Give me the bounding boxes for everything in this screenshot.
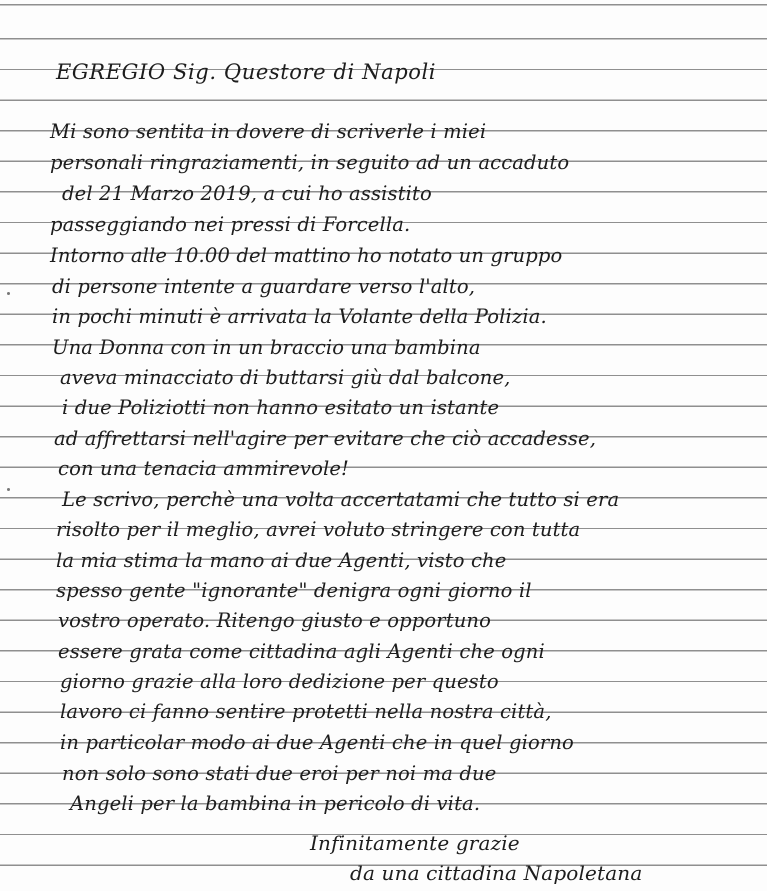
letter-line: aveva minacciato di buttarsi giù dal balcone,	[60, 366, 511, 389]
letter-line: del 21 Marzo 2019, a cui ho assistito	[62, 182, 432, 205]
letter-signature: da una cittadina Napoletana	[350, 861, 643, 885]
letter-line: in particolar modo ai due Agenti che in quel giorno	[60, 731, 574, 754]
margin-mark	[7, 292, 10, 295]
letter-line: ad affrettarsi nell'agire per evitare che ciò accadesse,	[54, 427, 597, 450]
letter-line: Mi sono sentita in dovere di scriverle i miei	[50, 120, 487, 143]
letter-line: di persone intente a guardare verso l'alto,	[52, 275, 476, 298]
letter-line: Le scrivo, perchè una volta accertatami che tutto si era	[62, 488, 620, 511]
letter-line: essere grata come cittadina agli Agenti che ogni	[58, 640, 545, 663]
letter-line: con una tenacia ammirevole!	[58, 457, 350, 480]
letter-line: vostro operato. Ritengo giusto e opportuno	[58, 609, 492, 632]
letter-line: in pochi minuti è arrivata la Volante della Polizia.	[52, 305, 547, 328]
letter-line: Intorno alle 10.00 del mattino ho notato un gruppo	[50, 244, 563, 267]
letter-line: la mia stima la mano ai due Agenti, visto che	[56, 549, 507, 572]
letter-line: Angeli per la bambina in pericolo di vita.	[70, 792, 481, 815]
letter-line: giorno grazie alla loro dedizione per questo	[60, 670, 499, 693]
letter-line: personali ringraziamenti, in seguito ad un accaduto	[50, 151, 570, 174]
letter-line: Una Donna con in un braccio una bambina	[52, 336, 481, 359]
letter-line: i due Poliziotti non hanno esitato un istante	[62, 396, 500, 419]
letter-line: lavoro ci fanno sentire protetti nella nostra città,	[60, 700, 552, 723]
letter-line: non solo sono stati due eroi per noi ma due	[62, 762, 497, 785]
margin-mark	[7, 488, 10, 491]
letter-line: spesso gente "ignorante" denigra ogni giorno il	[56, 579, 532, 602]
letter-closing: Infinitamente grazie	[310, 831, 520, 855]
letter-salutation: EGREGIO Sig. Questore di Napoli	[56, 60, 437, 84]
letter-line: passeggiando nei pressi di Forcella.	[50, 213, 411, 236]
letter-line: risolto per il meglio, avrei voluto stringere con tutta	[56, 518, 581, 541]
